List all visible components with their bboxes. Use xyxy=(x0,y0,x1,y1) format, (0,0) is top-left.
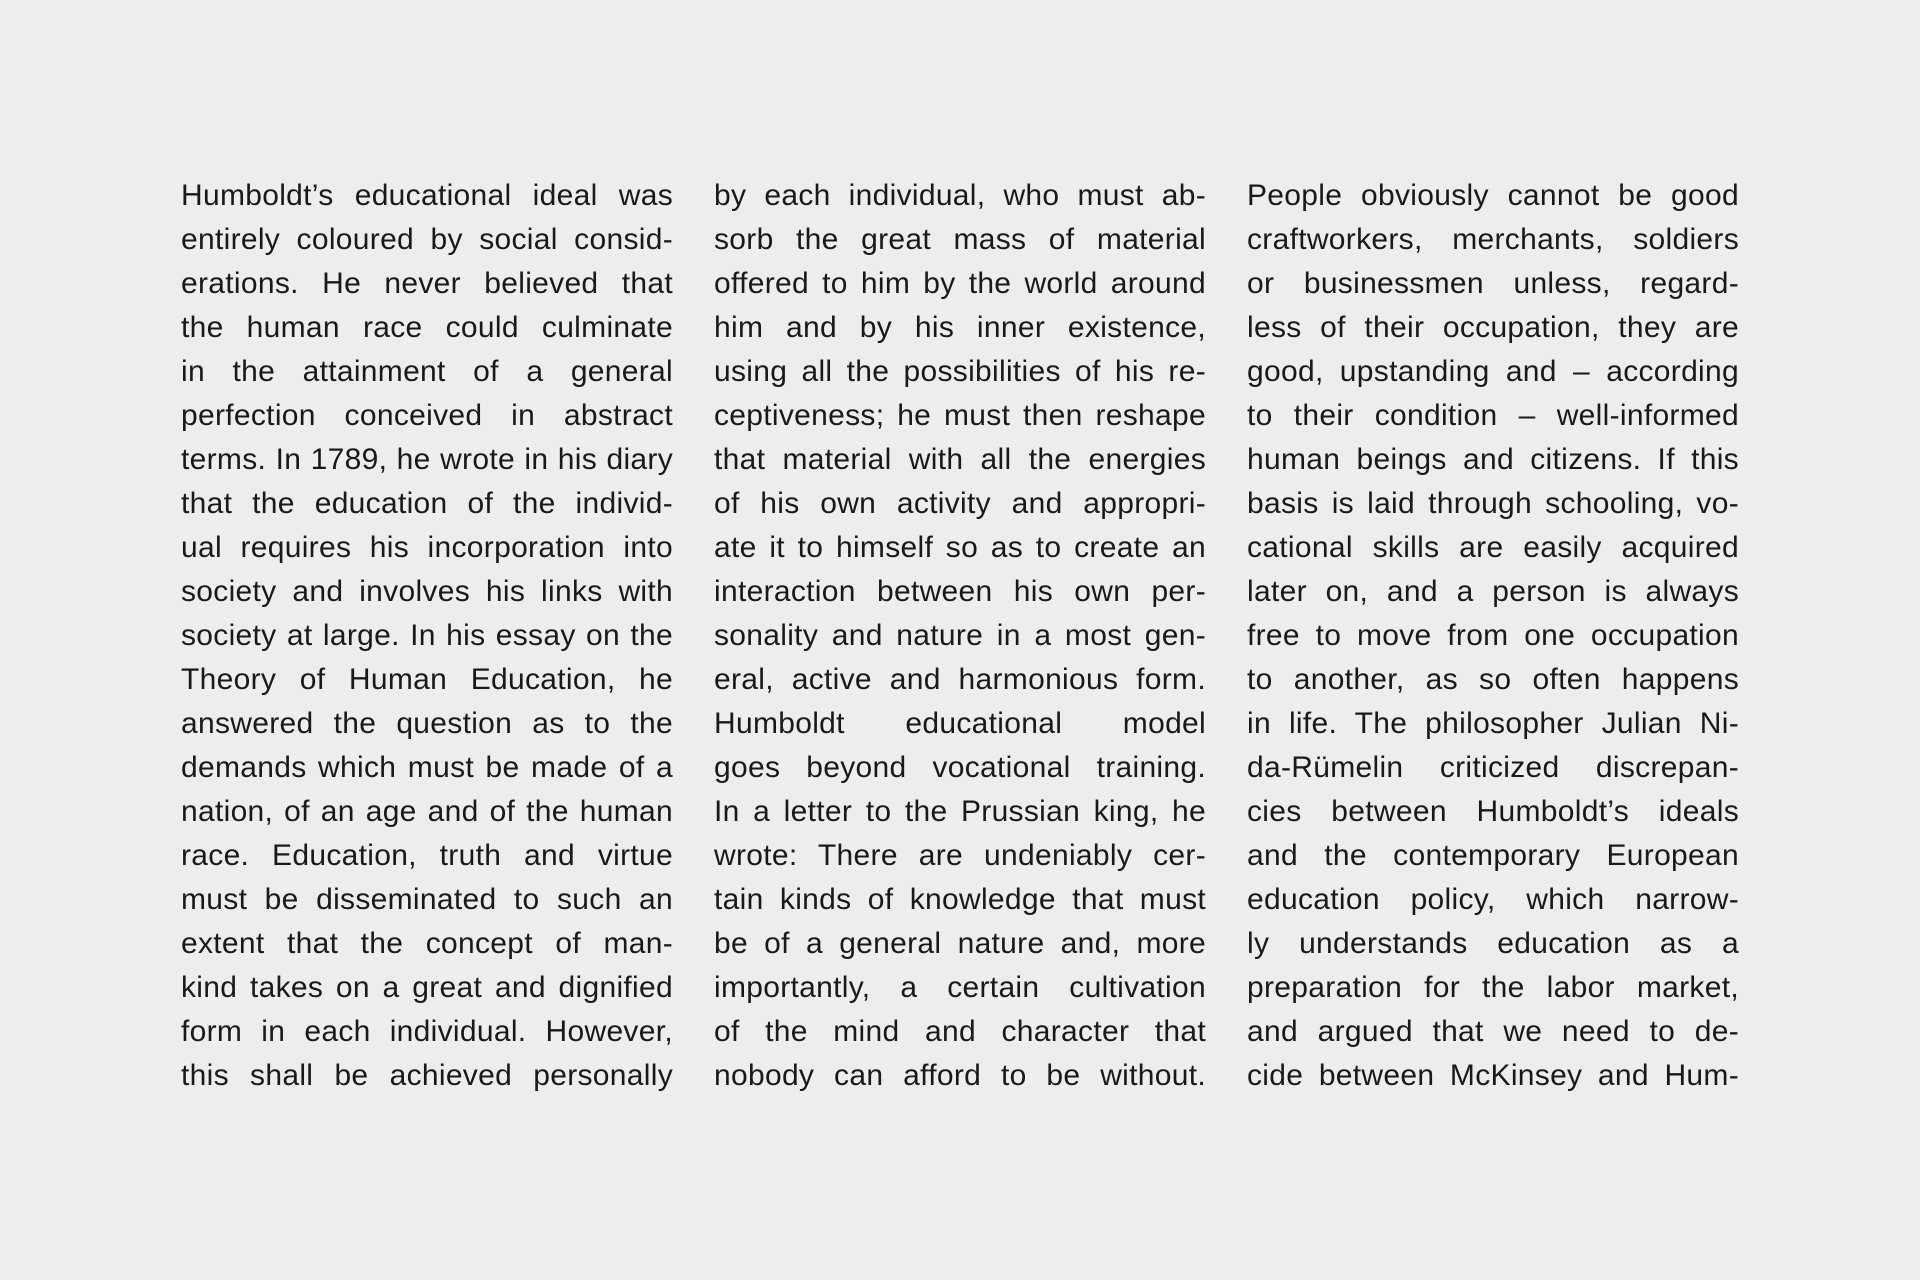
text-column-2 xyxy=(714,174,1206,1098)
text-line: or businessmen unless, regard- xyxy=(1247,267,1739,300)
text-line: In a letter to the Prussian king, he xyxy=(714,795,1206,828)
text-line: interaction between his own per- xyxy=(714,575,1206,608)
text-line: ceptiveness; he must then reshape xyxy=(714,399,1206,432)
text-line: to another, as so often happens xyxy=(1247,663,1739,696)
text-line: and argued that we need to de- xyxy=(1247,1015,1739,1048)
text-columns xyxy=(181,174,1739,1098)
text-line: of his own activity and appropri- xyxy=(714,487,1206,520)
text-line: in the attainment of a general xyxy=(181,355,673,388)
text-line: cational skills are easily acquired xyxy=(1247,531,1739,564)
text-line: People obviously cannot be good xyxy=(1247,179,1739,212)
text-line: free to move from one occupation xyxy=(1247,619,1739,652)
text-line: ly understands education as a xyxy=(1247,927,1739,960)
text-line: good, upstanding and – according xyxy=(1247,355,1739,388)
text-line: later on, and a person is always xyxy=(1247,575,1739,608)
text-line: education policy, which narrow- xyxy=(1247,883,1739,916)
text-line: craftworkers, merchants, soldiers xyxy=(1247,223,1739,256)
text-line: goes beyond vocational training. xyxy=(714,751,1206,784)
text-line: sonality and nature in a most gen- xyxy=(714,619,1206,652)
text-line: demands which must be made of a xyxy=(181,751,673,784)
text-line: race. Education, truth and virtue xyxy=(181,839,673,872)
text-line: society and involves his links with xyxy=(181,575,673,608)
text-column-1 xyxy=(181,174,673,1098)
text-line: ate it to himself so as to create an xyxy=(714,531,1206,564)
text-line: wrote: There are undeniably cer- xyxy=(714,839,1206,872)
text-line: Humboldt’s educational ideal was xyxy=(181,179,673,212)
text-line: perfection conceived in abstract xyxy=(181,399,673,432)
text-line: sorb the great mass of material xyxy=(714,223,1206,256)
text-line: entirely coloured by social consid- xyxy=(181,223,673,256)
text-line: by each individual, who must ab- xyxy=(714,179,1206,212)
text-line: the human race could culminate xyxy=(181,311,673,344)
text-line: nation, of an age and of the human xyxy=(181,795,673,828)
text-column-3 xyxy=(1247,174,1739,1098)
text-line: nobody can afford to be without. xyxy=(714,1059,1206,1092)
text-line: tain kinds of knowledge that must xyxy=(714,883,1206,916)
text-line: cide between McKinsey and Hum- xyxy=(1247,1059,1739,1092)
text-line: Humboldt educational model xyxy=(714,707,1206,740)
text-line: da-Rümelin criticized discrepan- xyxy=(1247,751,1739,784)
text-line: kind takes on a great and dignified xyxy=(181,971,673,1004)
text-line: eral, active and harmonious form. xyxy=(714,663,1206,696)
text-line: preparation for the labor market, xyxy=(1247,971,1739,1004)
text-line: extent that the concept of man- xyxy=(181,927,673,960)
text-line: less of their occupation, they are xyxy=(1247,311,1739,344)
text-line: society at large. In his essay on the xyxy=(181,619,673,652)
text-line: form in each individual. However, xyxy=(181,1015,673,1048)
text-line: offered to him by the world around xyxy=(714,267,1206,300)
text-line: basis is laid through schooling, vo- xyxy=(1247,487,1739,520)
text-line: that material with all the energies xyxy=(714,443,1206,476)
text-line: importantly, a certain cultivation xyxy=(714,971,1206,1004)
text-line: be of a general nature and, more xyxy=(714,927,1206,960)
text-line: in life. The philosopher Julian Ni- xyxy=(1247,707,1739,740)
text-line: and the contemporary European xyxy=(1247,839,1739,872)
text-line: terms. In 1789, he wrote in his diary xyxy=(181,443,673,476)
text-line: cies between Humboldt’s ideals xyxy=(1247,795,1739,828)
text-line: using all the possibilities of his re- xyxy=(714,355,1206,388)
text-line: this shall be achieved personally xyxy=(181,1059,673,1092)
text-line: of the mind and character that xyxy=(714,1015,1206,1048)
text-line: him and by his inner existence, xyxy=(714,311,1206,344)
text-line: erations. He never believed that xyxy=(181,267,673,300)
text-line: answered the question as to the xyxy=(181,707,673,740)
text-line: human beings and citizens. If this xyxy=(1247,443,1739,476)
text-line: ual requires his incorporation into xyxy=(181,531,673,564)
text-line: to their condition – well-informed xyxy=(1247,399,1739,432)
text-line: Theory of Human Education, he xyxy=(181,663,673,696)
text-line: must be disseminated to such an xyxy=(181,883,673,916)
text-line: that the education of the individ- xyxy=(181,487,673,520)
